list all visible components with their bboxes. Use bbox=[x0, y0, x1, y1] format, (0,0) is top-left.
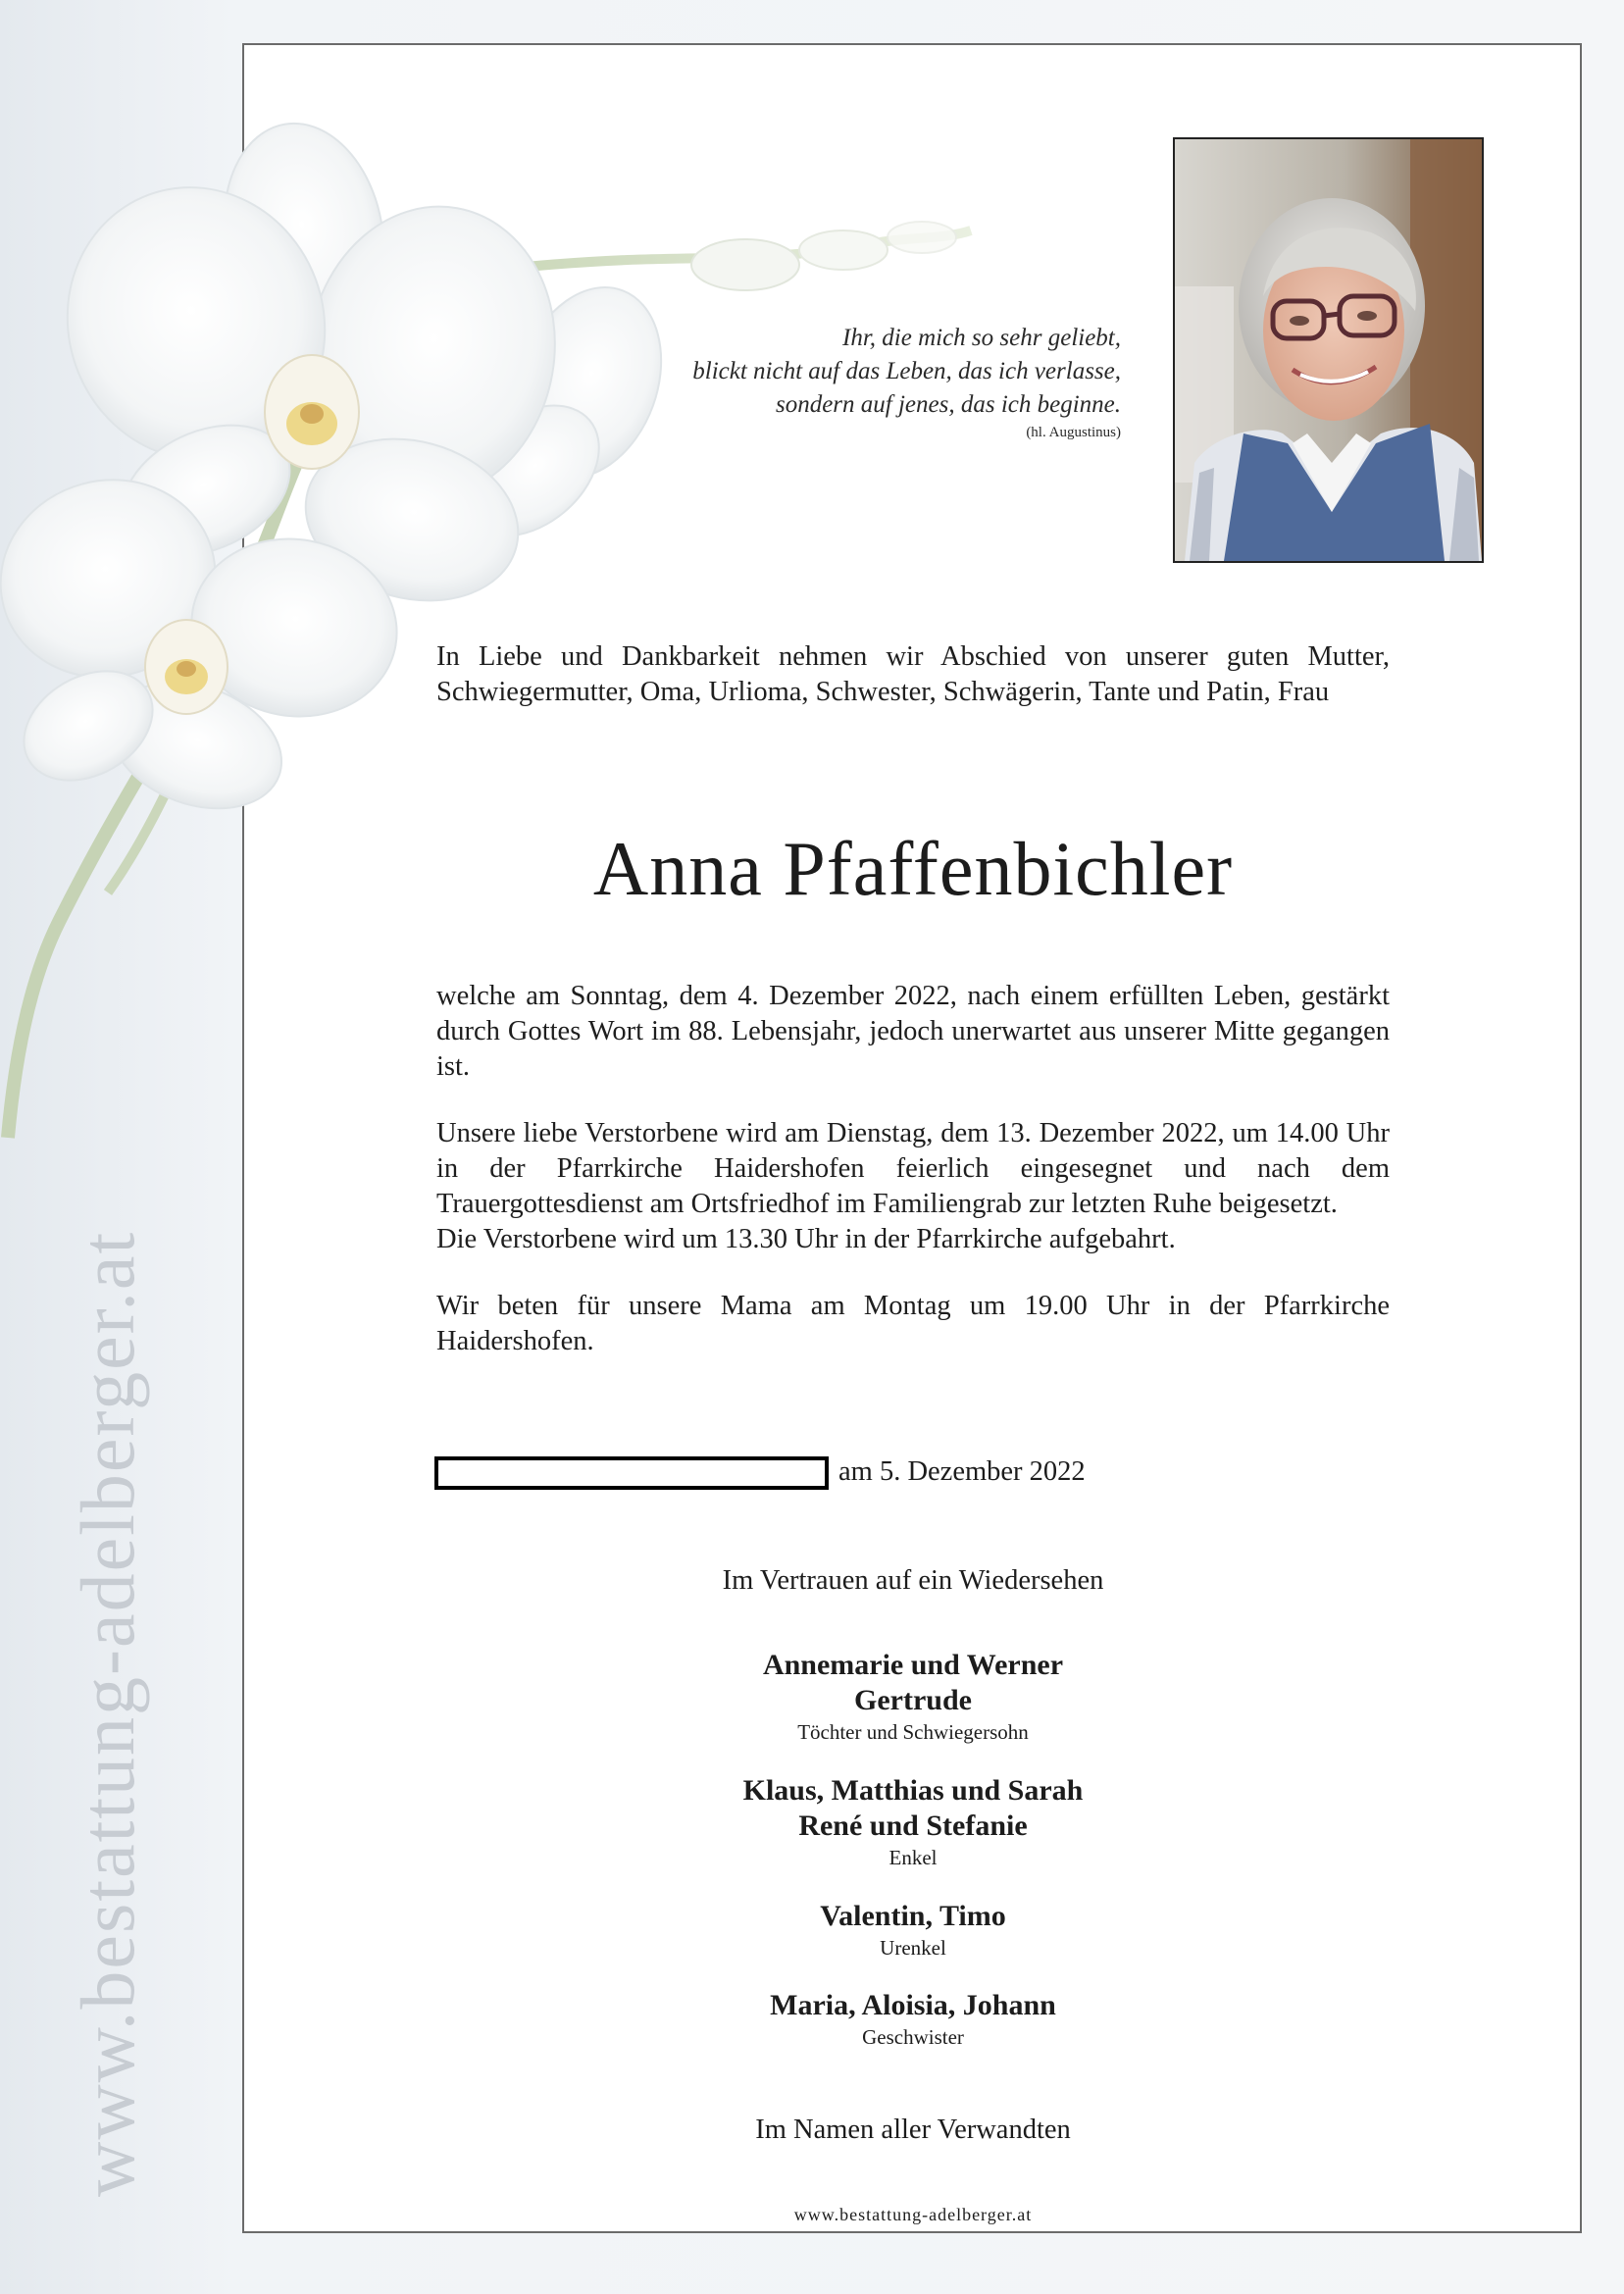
family-role: Geschwister bbox=[862, 2025, 964, 2049]
notice-date: am 5. Dezember 2022 bbox=[838, 1456, 1086, 1487]
family-names: Gertrude bbox=[854, 1684, 972, 1716]
family-role: Urenkel bbox=[880, 1936, 946, 1960]
quote-source: (hl. Augustinus) bbox=[1026, 425, 1121, 440]
family-names: René und Stefanie bbox=[798, 1810, 1028, 1842]
closing-phrase: Im Vertrauen auf ein Wiedersehen bbox=[722, 1565, 1104, 1596]
quote-line: sondern auf jenes, das ich beginne. bbox=[775, 391, 1121, 418]
family-group bbox=[436, 1899, 1390, 1962]
obituary-body bbox=[436, 979, 1390, 1359]
family-names: Valentin, Timo bbox=[820, 1900, 1006, 1932]
family-names: Annemarie und Werner bbox=[762, 1649, 1064, 1681]
website-watermark: www.bestattung-adelberger.at bbox=[65, 1230, 150, 2197]
intro-text: In Liebe und Dankbarkeit nehmen wir Abschied von unserer guten Mutter, Schwiegermutter, Oma, Urlioma, Schwester, Schwägerin, Tante und Patin, Frau bbox=[436, 641, 1390, 707]
family-group bbox=[436, 1648, 1390, 1746]
family-role: Töchter und Schwiegersohn bbox=[797, 1720, 1029, 1744]
death-paragraph: welche am Sonntag, dem 4. Dezember 2022, nach einem erfüllten Leben, gestärkt durch Gottes Wort im 88. Lebensjahr, jedoch unerwartet aus unserer Mitte gegangen ist. bbox=[436, 981, 1390, 1082]
funeral-paragraph: Unsere liebe Verstorbene wird am Dienstag, dem 13. Dezember 2022, um 14.00 Uhr in der Pfarrkirche Haidershofen feierlich eingesegnet und nach dem Trauergottesdienst am Ortsfriedhof im Familiengrab zur letzten Ruhe beigesetzt. bbox=[436, 1118, 1390, 1219]
portrait-image bbox=[1175, 139, 1482, 561]
family-names: Klaus, Matthias und Sarah bbox=[742, 1774, 1084, 1807]
viewing-line: Die Verstorbene wird um 13.30 Uhr in der Pfarrkirche aufgebahrt. bbox=[436, 1224, 1176, 1254]
quote-line: Ihr, die mich so sehr geliebt, bbox=[842, 325, 1121, 351]
deceased-name: Anna Pfaffenbichler bbox=[592, 826, 1234, 911]
signature-line: Im Namen aller Verwandten bbox=[755, 2115, 1071, 2145]
footer-website: www.bestattung-adelberger.at bbox=[793, 2205, 1033, 2224]
quote-line: blickt nicht auf das Leben, das ich verlasse, bbox=[692, 358, 1121, 384]
family-role: Enkel bbox=[888, 1846, 938, 1869]
prayer-paragraph: Wir beten für unsere Mama am Montag um 19.00 Uhr in der Pfarrkirche Haidershofen. bbox=[436, 1291, 1390, 1356]
memorial-quote bbox=[692, 322, 1121, 443]
family-names: Maria, Aloisia, Johann bbox=[770, 1989, 1056, 2021]
family-group bbox=[436, 1773, 1390, 1871]
portrait-photo bbox=[1173, 137, 1484, 563]
family-group bbox=[436, 1988, 1390, 2051]
redacted-place-box bbox=[434, 1456, 829, 1490]
intro-paragraph bbox=[436, 639, 1390, 710]
